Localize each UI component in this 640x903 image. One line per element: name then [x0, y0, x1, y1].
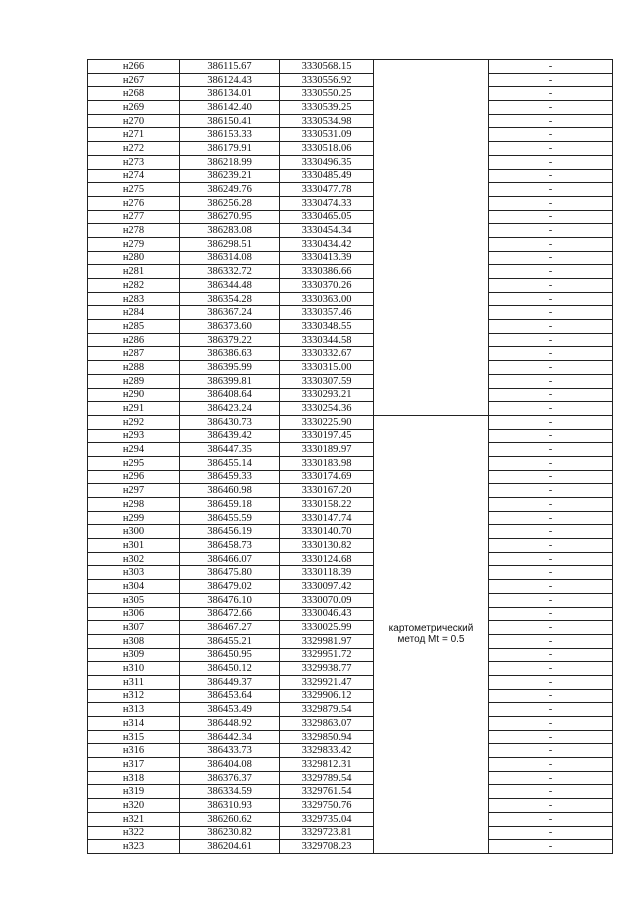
x-coordinate-cell: 386479.02: [180, 580, 280, 594]
y-coordinate-cell: 3330568.15: [280, 60, 374, 74]
y-coordinate-cell: 3329879.54: [280, 703, 374, 717]
table-row: [88, 196, 613, 210]
y-coordinate-cell: 3330477.78: [280, 183, 374, 197]
y-coordinate-cell: 3330025.99: [280, 621, 374, 635]
table-row: [88, 237, 613, 251]
point-name-cell: н277: [88, 210, 180, 224]
accuracy-cell: -: [489, 580, 613, 594]
y-coordinate-cell: 3330465.05: [280, 210, 374, 224]
x-coordinate-cell: 386395.99: [180, 361, 280, 375]
table-row: [88, 333, 613, 347]
x-coordinate-cell: 386476.10: [180, 593, 280, 607]
x-coordinate-cell: 386354.28: [180, 292, 280, 306]
table-row: [88, 114, 613, 128]
x-coordinate-cell: 386153.33: [180, 128, 280, 142]
y-coordinate-cell: 3330315.00: [280, 361, 374, 375]
table-row: [88, 744, 613, 758]
accuracy-cell: -: [489, 593, 613, 607]
x-coordinate-cell: 386249.76: [180, 183, 280, 197]
accuracy-cell: -: [489, 73, 613, 87]
y-coordinate-cell: 3330254.36: [280, 402, 374, 416]
point-name-cell: н279: [88, 237, 180, 251]
table-row: [88, 840, 613, 854]
x-coordinate-cell: 386218.99: [180, 155, 280, 169]
x-coordinate-cell: 386310.93: [180, 799, 280, 813]
coordinates-table-body: [88, 60, 613, 854]
point-name-cell: н314: [88, 717, 180, 731]
table-row: [88, 265, 613, 279]
y-coordinate-cell: 3329708.23: [280, 840, 374, 854]
accuracy-cell: -: [489, 744, 613, 758]
table-row: [88, 607, 613, 621]
point-name-cell: н310: [88, 662, 180, 676]
table-row: [88, 251, 613, 265]
x-coordinate-cell: 386204.61: [180, 840, 280, 854]
x-coordinate-cell: 386408.64: [180, 388, 280, 402]
y-coordinate-cell: 3330130.82: [280, 539, 374, 553]
y-coordinate-cell: 3330197.45: [280, 429, 374, 443]
x-coordinate-cell: 386373.60: [180, 320, 280, 334]
table-row: [88, 306, 613, 320]
table-row: [88, 224, 613, 238]
accuracy-cell: -: [489, 114, 613, 128]
accuracy-cell: -: [489, 648, 613, 662]
x-coordinate-cell: 386466.07: [180, 552, 280, 566]
y-coordinate-cell: 3329938.77: [280, 662, 374, 676]
y-coordinate-cell: 3329723.81: [280, 826, 374, 840]
x-coordinate-cell: 386115.67: [180, 60, 280, 74]
point-name-cell: н286: [88, 333, 180, 347]
y-coordinate-cell: 3330413.39: [280, 251, 374, 265]
x-coordinate-cell: 386458.73: [180, 539, 280, 553]
point-name-cell: н285: [88, 320, 180, 334]
point-name-cell: н309: [88, 648, 180, 662]
table-row: [88, 101, 613, 115]
x-coordinate-cell: 386467.27: [180, 621, 280, 635]
accuracy-cell: -: [489, 279, 613, 293]
method-cell: картометрический метод Mt = 0.5: [374, 415, 489, 853]
accuracy-cell: -: [489, 237, 613, 251]
point-name-cell: н284: [88, 306, 180, 320]
x-coordinate-cell: 386270.95: [180, 210, 280, 224]
point-name-cell: н313: [88, 703, 180, 717]
accuracy-cell: -: [489, 566, 613, 580]
point-name-cell: н290: [88, 388, 180, 402]
method-cell-empty: [374, 60, 489, 416]
y-coordinate-cell: 3330550.25: [280, 87, 374, 101]
point-name-cell: н294: [88, 443, 180, 457]
x-coordinate-cell: 386423.24: [180, 402, 280, 416]
x-coordinate-cell: 386260.62: [180, 812, 280, 826]
accuracy-cell: -: [489, 443, 613, 457]
table-row: [88, 689, 613, 703]
accuracy-cell: -: [489, 785, 613, 799]
accuracy-cell: -: [489, 183, 613, 197]
point-name-cell: н297: [88, 484, 180, 498]
accuracy-cell: -: [489, 689, 613, 703]
x-coordinate-cell: 386456.19: [180, 525, 280, 539]
accuracy-cell: -: [489, 101, 613, 115]
point-name-cell: н295: [88, 456, 180, 470]
table-row: [88, 730, 613, 744]
accuracy-cell: -: [489, 730, 613, 744]
table-row: [88, 292, 613, 306]
x-coordinate-cell: 386442.34: [180, 730, 280, 744]
point-name-cell: н305: [88, 593, 180, 607]
point-name-cell: н293: [88, 429, 180, 443]
point-name-cell: н307: [88, 621, 180, 635]
point-name-cell: н272: [88, 142, 180, 156]
point-name-cell: н299: [88, 511, 180, 525]
y-coordinate-cell: 3330474.33: [280, 196, 374, 210]
y-coordinate-cell: 3330147.74: [280, 511, 374, 525]
accuracy-cell: -: [489, 511, 613, 525]
table-row: [88, 210, 613, 224]
accuracy-cell: -: [489, 429, 613, 443]
accuracy-cell: -: [489, 758, 613, 772]
table-row: [88, 87, 613, 101]
accuracy-cell: -: [489, 224, 613, 238]
point-name-cell: н271: [88, 128, 180, 142]
point-name-cell: н278: [88, 224, 180, 238]
x-coordinate-cell: 386298.51: [180, 237, 280, 251]
x-coordinate-cell: 386450.12: [180, 662, 280, 676]
y-coordinate-cell: 3330183.98: [280, 456, 374, 470]
table-row: [88, 60, 613, 74]
point-name-cell: н291: [88, 402, 180, 416]
x-coordinate-cell: 386459.18: [180, 498, 280, 512]
accuracy-cell: -: [489, 717, 613, 731]
x-coordinate-cell: 386404.08: [180, 758, 280, 772]
accuracy-cell: -: [489, 621, 613, 635]
point-name-cell: н269: [88, 101, 180, 115]
point-name-cell: н302: [88, 552, 180, 566]
table-row: [88, 566, 613, 580]
table-row: [88, 279, 613, 293]
y-coordinate-cell: 3330158.22: [280, 498, 374, 512]
x-coordinate-cell: 386150.41: [180, 114, 280, 128]
y-coordinate-cell: 3329833.42: [280, 744, 374, 758]
accuracy-cell: -: [489, 320, 613, 334]
x-coordinate-cell: 386430.73: [180, 415, 280, 429]
y-coordinate-cell: 3330046.43: [280, 607, 374, 621]
y-coordinate-cell: 3329761.54: [280, 785, 374, 799]
y-coordinate-cell: 3330332.67: [280, 347, 374, 361]
table-row: [88, 128, 613, 142]
x-coordinate-cell: 386475.80: [180, 566, 280, 580]
x-coordinate-cell: 386399.81: [180, 374, 280, 388]
table-row: [88, 320, 613, 334]
point-name-cell: н282: [88, 279, 180, 293]
table-row: [88, 539, 613, 553]
table-row: [88, 580, 613, 594]
x-coordinate-cell: 386460.98: [180, 484, 280, 498]
accuracy-cell: -: [489, 607, 613, 621]
accuracy-cell: -: [489, 675, 613, 689]
accuracy-cell: -: [489, 155, 613, 169]
x-coordinate-cell: 386472.66: [180, 607, 280, 621]
table-row: [88, 812, 613, 826]
x-coordinate-cell: 386449.37: [180, 675, 280, 689]
y-coordinate-cell: 3330174.69: [280, 470, 374, 484]
y-coordinate-cell: 3330167.20: [280, 484, 374, 498]
table-row: [88, 429, 613, 443]
point-name-cell: н276: [88, 196, 180, 210]
point-name-cell: н280: [88, 251, 180, 265]
table-row: [88, 826, 613, 840]
accuracy-cell: -: [489, 662, 613, 676]
x-coordinate-cell: 386455.59: [180, 511, 280, 525]
y-coordinate-cell: 3330531.09: [280, 128, 374, 142]
table-row: [88, 443, 613, 457]
y-coordinate-cell: 3329906.12: [280, 689, 374, 703]
point-name-cell: н301: [88, 539, 180, 553]
y-coordinate-cell: 3330124.68: [280, 552, 374, 566]
accuracy-cell: -: [489, 415, 613, 429]
table-row: [88, 525, 613, 539]
table-row: [88, 703, 613, 717]
accuracy-cell: -: [489, 361, 613, 375]
table-row: [88, 593, 613, 607]
accuracy-cell: -: [489, 292, 613, 306]
coordinates-table: [87, 59, 613, 854]
table-row: [88, 662, 613, 676]
accuracy-cell: -: [489, 196, 613, 210]
accuracy-cell: -: [489, 539, 613, 553]
table-row: [88, 388, 613, 402]
table-row: [88, 402, 613, 416]
y-coordinate-cell: 3330434.42: [280, 237, 374, 251]
accuracy-cell: -: [489, 251, 613, 265]
table-row: [88, 675, 613, 689]
accuracy-cell: -: [489, 388, 613, 402]
point-name-cell: н268: [88, 87, 180, 101]
point-name-cell: н298: [88, 498, 180, 512]
x-coordinate-cell: 386448.92: [180, 717, 280, 731]
x-coordinate-cell: 386344.48: [180, 279, 280, 293]
table-row: [88, 621, 613, 635]
accuracy-cell: -: [489, 142, 613, 156]
point-name-cell: н274: [88, 169, 180, 183]
y-coordinate-cell: 3330307.59: [280, 374, 374, 388]
point-name-cell: н319: [88, 785, 180, 799]
table-row: [88, 648, 613, 662]
table-row: [88, 758, 613, 772]
accuracy-cell: -: [489, 703, 613, 717]
point-name-cell: н311: [88, 675, 180, 689]
accuracy-cell: -: [489, 484, 613, 498]
point-name-cell: н322: [88, 826, 180, 840]
point-name-cell: н304: [88, 580, 180, 594]
point-name-cell: н273: [88, 155, 180, 169]
y-coordinate-cell: 3330556.92: [280, 73, 374, 87]
x-coordinate-cell: 386433.73: [180, 744, 280, 758]
y-coordinate-cell: 3330496.35: [280, 155, 374, 169]
y-coordinate-cell: 3330363.00: [280, 292, 374, 306]
x-coordinate-cell: 386314.08: [180, 251, 280, 265]
accuracy-cell: -: [489, 799, 613, 813]
x-coordinate-cell: 386439.42: [180, 429, 280, 443]
x-coordinate-cell: 386230.82: [180, 826, 280, 840]
table-row: [88, 799, 613, 813]
point-name-cell: н292: [88, 415, 180, 429]
table-row: [88, 470, 613, 484]
x-coordinate-cell: 386447.35: [180, 443, 280, 457]
x-coordinate-cell: 386332.72: [180, 265, 280, 279]
accuracy-cell: -: [489, 60, 613, 74]
table-row: [88, 552, 613, 566]
accuracy-cell: -: [489, 169, 613, 183]
point-name-cell: н270: [88, 114, 180, 128]
x-coordinate-cell: 386367.24: [180, 306, 280, 320]
accuracy-cell: -: [489, 552, 613, 566]
accuracy-cell: -: [489, 498, 613, 512]
accuracy-cell: -: [489, 210, 613, 224]
table-row: [88, 771, 613, 785]
accuracy-cell: -: [489, 525, 613, 539]
point-name-cell: н308: [88, 634, 180, 648]
accuracy-cell: -: [489, 840, 613, 854]
table-row: [88, 415, 613, 429]
accuracy-cell: -: [489, 826, 613, 840]
y-coordinate-cell: 3330485.49: [280, 169, 374, 183]
accuracy-cell: -: [489, 812, 613, 826]
point-name-cell: н287: [88, 347, 180, 361]
point-name-cell: н320: [88, 799, 180, 813]
x-coordinate-cell: 386134.01: [180, 87, 280, 101]
y-coordinate-cell: 3329921.47: [280, 675, 374, 689]
point-name-cell: н321: [88, 812, 180, 826]
table-row: [88, 634, 613, 648]
y-coordinate-cell: 3330070.09: [280, 593, 374, 607]
point-name-cell: н316: [88, 744, 180, 758]
table-row: [88, 142, 613, 156]
y-coordinate-cell: 3330539.25: [280, 101, 374, 115]
point-name-cell: н306: [88, 607, 180, 621]
accuracy-cell: -: [489, 347, 613, 361]
table-row: [88, 785, 613, 799]
point-name-cell: н289: [88, 374, 180, 388]
accuracy-cell: -: [489, 402, 613, 416]
table-row: [88, 183, 613, 197]
y-coordinate-cell: 3330344.58: [280, 333, 374, 347]
y-coordinate-cell: 3330140.70: [280, 525, 374, 539]
y-coordinate-cell: 3330189.97: [280, 443, 374, 457]
x-coordinate-cell: 386453.64: [180, 689, 280, 703]
point-name-cell: н318: [88, 771, 180, 785]
point-name-cell: н323: [88, 840, 180, 854]
y-coordinate-cell: 3330370.26: [280, 279, 374, 293]
y-coordinate-cell: 3329750.76: [280, 799, 374, 813]
y-coordinate-cell: 3330097.42: [280, 580, 374, 594]
accuracy-cell: -: [489, 634, 613, 648]
x-coordinate-cell: 386455.14: [180, 456, 280, 470]
accuracy-cell: -: [489, 265, 613, 279]
y-coordinate-cell: 3329850.94: [280, 730, 374, 744]
y-coordinate-cell: 3330454.34: [280, 224, 374, 238]
point-name-cell: н312: [88, 689, 180, 703]
x-coordinate-cell: 386450.95: [180, 648, 280, 662]
y-coordinate-cell: 3329981.97: [280, 634, 374, 648]
x-coordinate-cell: 386376.37: [180, 771, 280, 785]
x-coordinate-cell: 386256.28: [180, 196, 280, 210]
y-coordinate-cell: 3330225.90: [280, 415, 374, 429]
table-row: [88, 498, 613, 512]
table-row: [88, 155, 613, 169]
point-name-cell: н275: [88, 183, 180, 197]
y-coordinate-cell: 3330357.46: [280, 306, 374, 320]
accuracy-cell: -: [489, 87, 613, 101]
table-row: [88, 717, 613, 731]
y-coordinate-cell: 3329951.72: [280, 648, 374, 662]
point-name-cell: н296: [88, 470, 180, 484]
accuracy-cell: -: [489, 333, 613, 347]
table-row: [88, 169, 613, 183]
x-coordinate-cell: 386239.21: [180, 169, 280, 183]
point-name-cell: н267: [88, 73, 180, 87]
table-row: [88, 347, 613, 361]
point-name-cell: н317: [88, 758, 180, 772]
accuracy-cell: -: [489, 128, 613, 142]
table-row: [88, 484, 613, 498]
x-coordinate-cell: 386179.91: [180, 142, 280, 156]
table-row: [88, 361, 613, 375]
x-coordinate-cell: 386386.63: [180, 347, 280, 361]
point-name-cell: н300: [88, 525, 180, 539]
x-coordinate-cell: 386379.22: [180, 333, 280, 347]
y-coordinate-cell: 3329863.07: [280, 717, 374, 731]
x-coordinate-cell: 386455.21: [180, 634, 280, 648]
y-coordinate-cell: 3330518.06: [280, 142, 374, 156]
y-coordinate-cell: 3330386.66: [280, 265, 374, 279]
x-coordinate-cell: 386334.59: [180, 785, 280, 799]
y-coordinate-cell: 3330534.98: [280, 114, 374, 128]
point-name-cell: н315: [88, 730, 180, 744]
point-name-cell: н281: [88, 265, 180, 279]
accuracy-cell: -: [489, 470, 613, 484]
x-coordinate-cell: 386453.49: [180, 703, 280, 717]
accuracy-cell: -: [489, 306, 613, 320]
x-coordinate-cell: 386459.33: [180, 470, 280, 484]
table-row: [88, 511, 613, 525]
y-coordinate-cell: 3329789.54: [280, 771, 374, 785]
point-name-cell: н283: [88, 292, 180, 306]
x-coordinate-cell: 386142.40: [180, 101, 280, 115]
y-coordinate-cell: 3329812.31: [280, 758, 374, 772]
y-coordinate-cell: 3329735.04: [280, 812, 374, 826]
point-name-cell: н266: [88, 60, 180, 74]
accuracy-cell: -: [489, 374, 613, 388]
x-coordinate-cell: 386124.43: [180, 73, 280, 87]
y-coordinate-cell: 3330293.21: [280, 388, 374, 402]
table-row: [88, 374, 613, 388]
table-row: [88, 456, 613, 470]
accuracy-cell: -: [489, 771, 613, 785]
accuracy-cell: -: [489, 456, 613, 470]
x-coordinate-cell: 386283.08: [180, 224, 280, 238]
table-row: [88, 73, 613, 87]
y-coordinate-cell: 3330118.39: [280, 566, 374, 580]
point-name-cell: н288: [88, 361, 180, 375]
point-name-cell: н303: [88, 566, 180, 580]
y-coordinate-cell: 3330348.55: [280, 320, 374, 334]
